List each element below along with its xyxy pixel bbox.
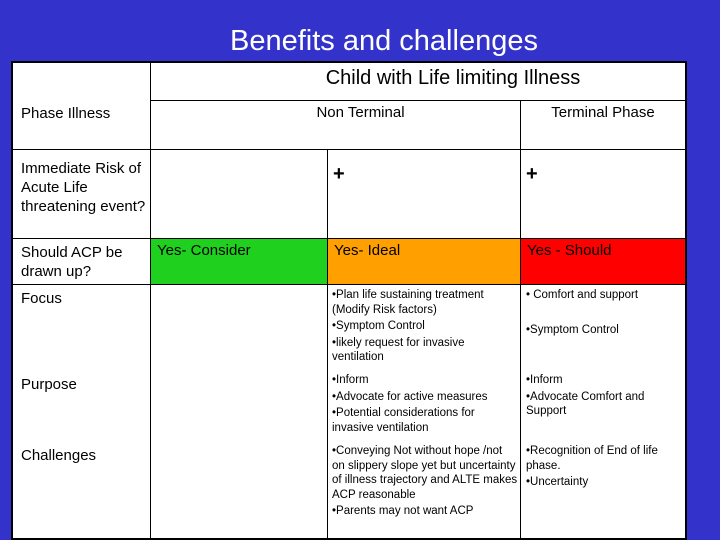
acp-should: Yes - Should (521, 239, 685, 284)
list-item: •Conveying Not without hope /not on slippery slope yet but uncertainty of illness trajectory and ALTE makes ACP reasonable (332, 445, 518, 501)
purpose-nonterminal (332, 373, 518, 435)
list-item: •Symptom Control (332, 320, 425, 332)
row-label-challenges: Challenges (21, 447, 97, 464)
focus-terminal (526, 288, 683, 337)
list-item: •Recognition of End of life phase. (526, 445, 658, 472)
list-item: •Advocate Comfort and Support (526, 390, 645, 417)
benefits-table (11, 61, 687, 540)
list-item: •Advocate for active measures (332, 390, 488, 403)
row-label-risk: Immediate Risk of Acute Life threatening event? (21, 160, 146, 215)
slide-title: Benefits and challenges (230, 25, 538, 57)
focus-nonterminal (332, 288, 518, 365)
row-label-focus: Focus (21, 290, 62, 307)
list-item: •Inform (332, 374, 369, 386)
list-item: •Plan life sustaining treatment (Modify Risk factors) (332, 289, 484, 316)
list-item: •likely request for invasive ventilation (332, 336, 465, 363)
col-header-phase: Phase Illness (21, 105, 111, 122)
list-item: •Parents may not want ACP (332, 505, 474, 517)
purpose-terminal (526, 373, 683, 419)
risk-nonterminal: + (333, 163, 345, 185)
risk-terminal: + (526, 163, 538, 185)
row-label-acp: Should ACP be drawn up? (21, 244, 123, 280)
col-header-terminal: Terminal Phase (551, 104, 655, 121)
row-label-purpose: Purpose (21, 376, 77, 393)
list-item: •Inform (526, 374, 563, 386)
challenges-terminal (526, 444, 683, 490)
acp-consider: Yes- Consider (151, 239, 327, 284)
group-header: Child with Life limiting Illness (325, 67, 581, 89)
acp-ideal: Yes- Ideal (328, 239, 520, 284)
challenges-nonterminal (332, 444, 518, 519)
list-item: •Potential considerations for invasive ventilation (332, 407, 475, 434)
list-item: •Symptom Control (526, 323, 619, 336)
col-header-nonterminal: Non Terminal (316, 104, 405, 121)
list-item: • Comfort and support (526, 289, 639, 301)
list-item: •Uncertainty (526, 476, 589, 488)
